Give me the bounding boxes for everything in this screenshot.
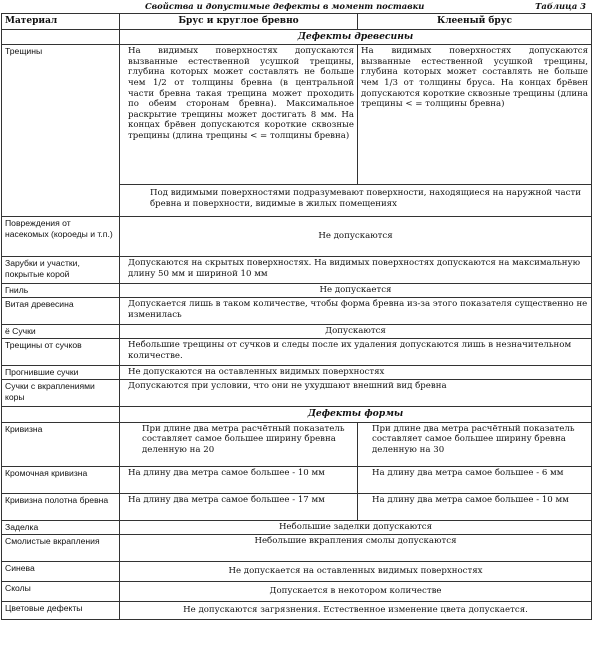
table-row (2, 493, 592, 520)
table-row (2, 380, 592, 407)
table-row (2, 217, 592, 257)
table-row (2, 601, 592, 619)
cell-value: Не допускается (120, 284, 592, 298)
section-wood-defects: Дефекты древесины (120, 29, 592, 45)
table-row (2, 422, 592, 466)
table-row (2, 284, 592, 298)
row-label: Сколы (2, 581, 120, 601)
caption-title: Свойства и допустимые дефекты в момент поставки (145, 1, 425, 11)
row-label: Кривизна полотна бревна (2, 493, 120, 520)
row-label: Заделка (2, 520, 120, 534)
cell-value: Допускаются (120, 325, 592, 339)
row-label: Прогнившие сучки (2, 366, 120, 380)
cell-value: Допускаются при условии, что они не ухудшают внешний вид бревна (120, 380, 592, 407)
cell-beam-log: На видимых поверхностях допускаются вызванные естественной усушкой трещины, глубина которых может составлять не больше чем 1/2 от толщины бревна (в центральной части бревна такая трещина может проходить по обеим сторонам бревна). Максимальное раскрытие трещины может достигать 8 мм. На концах брёвен допускаются короткие сквозные трещины (длина трещины < = толщины бревна) (120, 45, 358, 185)
row-label: Витая древесина (2, 298, 120, 325)
row-label: Смолистые вкрапления (2, 534, 120, 561)
cell-value: Небольшие вкрапления смолы допускаются (120, 534, 592, 561)
table-row (2, 257, 592, 284)
header-row (2, 14, 592, 30)
header-glued-beam: Клееный брус (358, 14, 592, 30)
table-row (2, 366, 592, 380)
cell-glued-beam: На видимых поверхностях допускаются вызванные естественной усушкой трещины, глубина которых может составлять не больше чем 1/3 от толщины бруса. На концах брёвен допускаются короткие сквозные трещины (длина трещины < = толщины бревна) (358, 45, 592, 185)
row-label: Зарубки и участки, покрытые корой (2, 257, 120, 284)
table-row (2, 325, 592, 339)
header-material: Материал (2, 14, 120, 30)
cell-value: Допускается в некотором количестве (120, 581, 592, 601)
cell-beam-log: На длину два метра самое большее - 10 мм (120, 466, 358, 493)
row-label: ё Сучки (2, 325, 120, 339)
row-label: Кромочная кривизна (2, 466, 120, 493)
row-label: Кривизна (2, 422, 120, 466)
cell-value: Небольшие трещины от сучков и следы после их удаления допускаются лишь в незначительном количестве. (120, 339, 592, 366)
cell-glued-beam: При длине два метра расчётный показатель составляет самое большее ширину бревна деленную на 30 (358, 422, 592, 466)
cell-value: Не допускается на оставленных видимых поверхностях (120, 561, 592, 581)
section-row (2, 407, 592, 423)
cell-value: Не допускаются загрязнения. Естественное изменение цвета допускается. (120, 601, 592, 619)
cell-beam-log: На длину два метра самое большее - 17 мм (120, 493, 358, 520)
header-beam-log: Брус и круглое бревно (120, 14, 358, 30)
row-label: Цветовые дефекты (2, 601, 120, 619)
cell-value: Небольшие заделки допускаются (120, 520, 592, 534)
row-label: Трещины (2, 45, 120, 217)
table-row (2, 45, 592, 185)
row-label: Гниль (2, 284, 120, 298)
table-row (2, 520, 592, 534)
cell-beam-log: При длине два метра расчётный показатель составляет самое большее ширину бревна деленную на 20 (120, 422, 358, 466)
section-row (2, 29, 592, 45)
table-row (2, 581, 592, 601)
row-label: Трещины от сучков (2, 339, 120, 366)
section-shape-defects: Дефекты формы (120, 407, 592, 423)
table-row (2, 339, 592, 366)
cell-value: Не допускаются на оставленных видимых поверхностях (120, 366, 592, 380)
cell-glued-beam: На длину два метра самое большее - 6 мм (358, 466, 592, 493)
table-row (2, 466, 592, 493)
cell-value: Допускается лишь в таком количестве, чтобы форма бревна из-за этого показателя существенно не изменилась (120, 298, 592, 325)
row-label: Повреждения от насекомых (короеды и т.п.) (2, 217, 120, 257)
cell-value: Не допускаются (120, 217, 592, 257)
table-row (2, 534, 592, 561)
table-row (2, 298, 592, 325)
defects-table (1, 13, 592, 620)
table-caption (0, 0, 592, 13)
row-label: Сучки с вкраплениями коры (2, 380, 120, 407)
row-label: Синева (2, 561, 120, 581)
cell-value: Допускаются на скрытых поверхностях. На видимых поверхностях допускаются на максимальную длину 50 мм и шириной 10 мм (120, 257, 592, 284)
table-number: Таблица 3 (535, 1, 586, 11)
table-row (2, 561, 592, 581)
cell-glued-beam: На длину два метра самое большее - 10 мм (358, 493, 592, 520)
cell-note: Под видимыми поверхностями подразумевают поверхности, находящиеся на наружной части бревна и поверхности, видимые в жилых помещениях (120, 185, 592, 217)
